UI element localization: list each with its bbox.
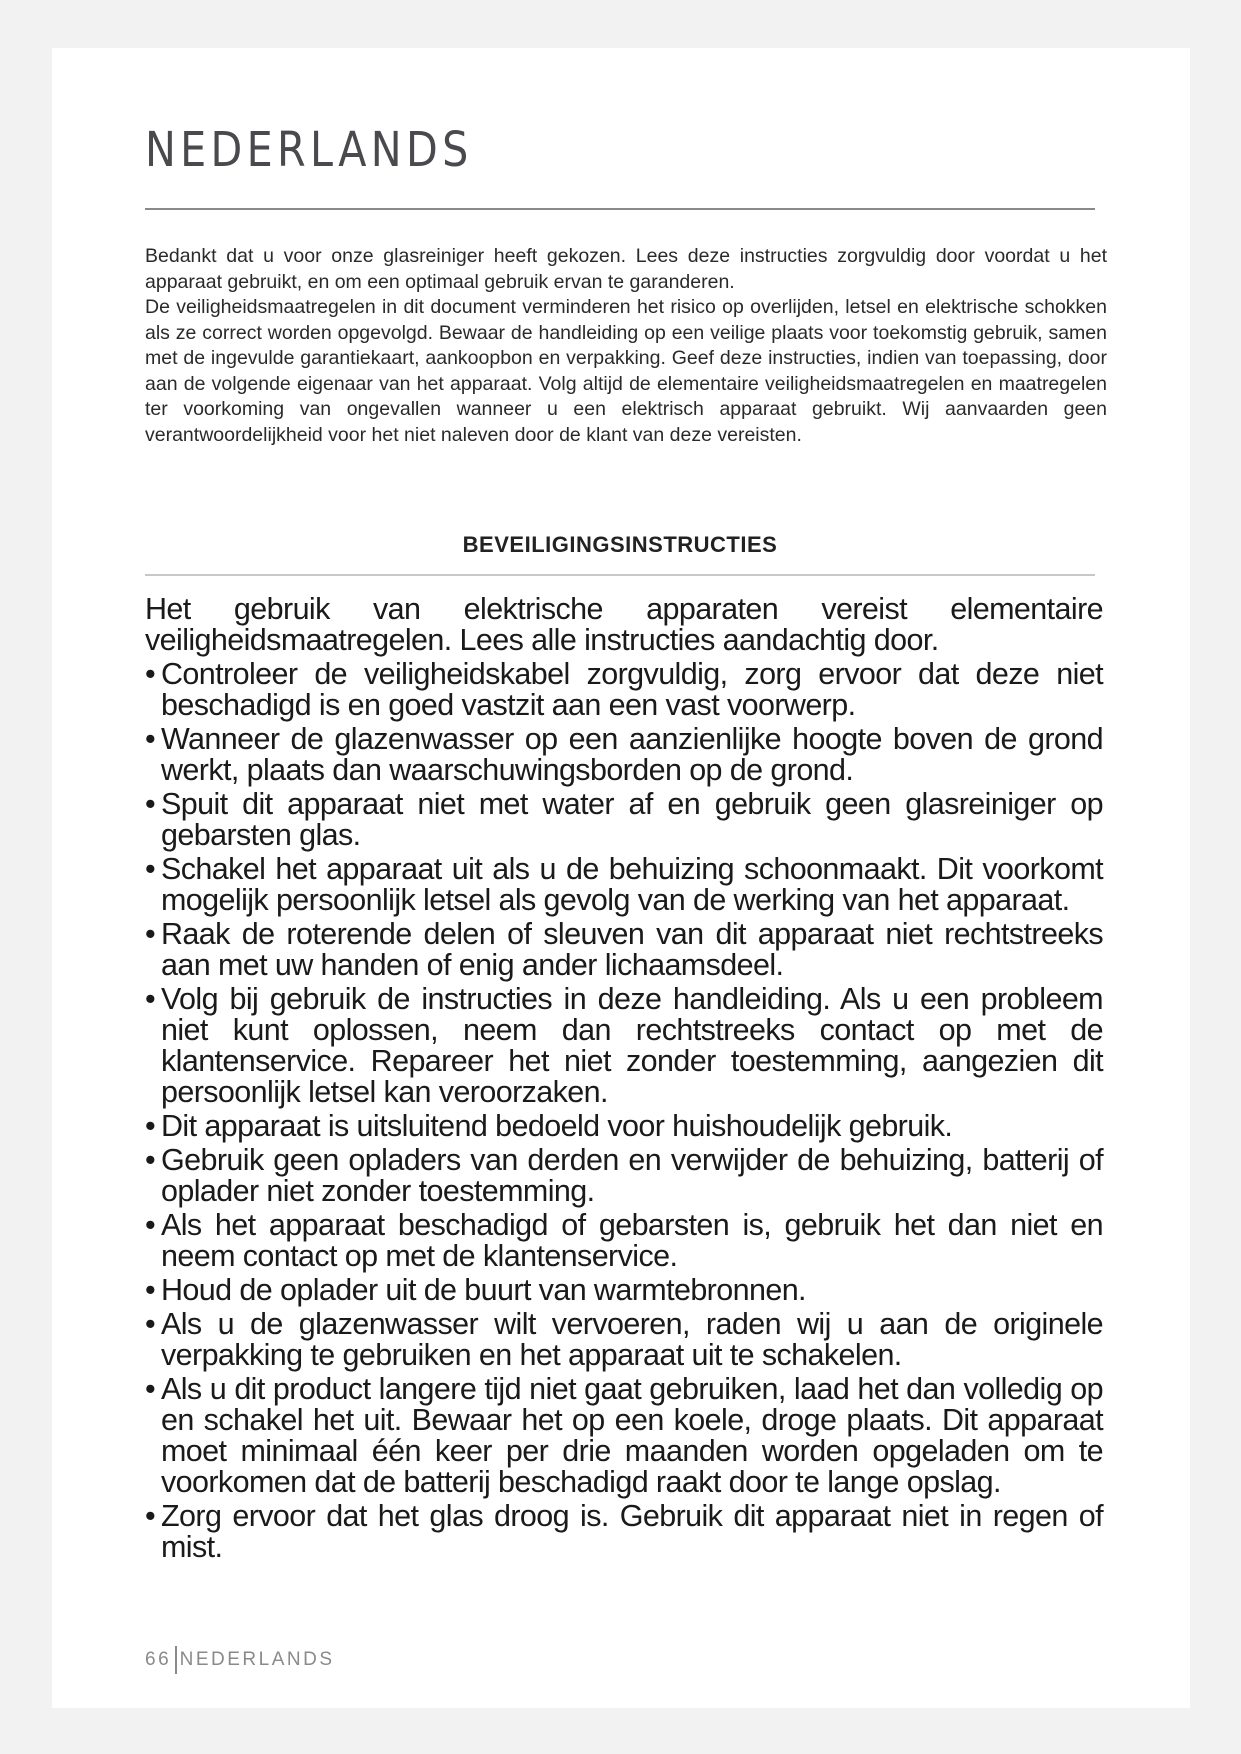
bullet-icon: • (145, 1208, 156, 1242)
list-item-text: Schakel het apparaat uit als u de behuizing schoonmaakt. Dit voorkomt mogelijk persoonlijk letsel als gevolg van de werking van het apparaat. (161, 852, 1103, 917)
list-item (145, 1309, 1103, 1371)
section-divider (145, 574, 1095, 576)
page-title: NEDERLANDS (145, 122, 473, 178)
list-item (145, 659, 1103, 721)
bullet-icon: • (145, 852, 156, 886)
list-item-text: Raak de roterende delen of sleuven van dit apparaat niet rechtstreeks aan met uw handen of enig ander lichaamsdeel. (161, 917, 1103, 982)
list-item (145, 789, 1103, 851)
bullet-icon: • (145, 722, 156, 756)
bullet-icon: • (145, 1372, 156, 1406)
list-item (145, 1275, 1103, 1306)
list-item-text: Spuit dit apparaat niet met water af en gebruik geen glasreiniger op gebarsten glas. (161, 787, 1103, 852)
list-item-text: Houd de oplader uit de buurt van warmtebronnen. (161, 1273, 806, 1307)
title-divider (145, 208, 1095, 210)
bullet-icon: • (145, 1307, 156, 1341)
list-item (145, 854, 1103, 916)
section-heading: BEVEILIGINGSINSTRUCTIES (462, 532, 778, 557)
page-number: 66 (145, 1649, 172, 1670)
list-item (145, 984, 1103, 1108)
bullet-icon: • (145, 787, 156, 821)
intro-section (145, 244, 1107, 448)
list-item (145, 1145, 1103, 1207)
page-footer (145, 1646, 335, 1674)
list-item-text: Als u dit product langere tijd niet gaat gebruiken, laad het dan volledig op en schakel het uit. Bewaar het op een koele, droge plaats. Dit apparaat moet minimaal één keer per drie maanden worden opgeladen om te voorkomen dat de batterij beschadigd raakt door te lange opslag. (161, 1372, 1103, 1499)
bullet-icon: • (145, 982, 156, 1016)
intro-paragraph-2: De veiligheidsmaatregelen in dit document verminderen het risico op overlijden, letsel en elektrische schokken als ze correct worden opgevolgd. Bewaar de handleiding op een veilige plaats voor toekomstig gebruik, samen met de ingevulde garantiekaart, aankoopbon en verpakking. Geef deze instructies, indien van toepassing, door aan de volgende eigenaar van het apparaat. Volg altijd de elementaire veiligheidsmaatregelen en maatregelen ter voorkoming van ongevallen wanneer u een elektrisch apparaat gebruikt. Wij aanvaarden geen verantwoordelijkheid voor het niet naleven door de klant van deze vereisten. (145, 296, 1107, 446)
safety-lead: Het gebruik van elektrische apparaten vereist elementaire veiligheidsmaatregelen. Lees alle instructies aandachtig door. (145, 592, 1103, 657)
list-item (145, 919, 1103, 981)
list-item-text: Als het apparaat beschadigd of gebarsten is, gebruik het dan niet en neem contact op met de klantenservice. (161, 1208, 1103, 1273)
list-item-text: Als u de glazenwasser wilt vervoeren, raden wij u aan de originele verpakking te gebruiken en het apparaat uit te schakelen. (161, 1307, 1103, 1372)
list-item-text: Volg bij gebruik de instructies in deze handleiding. Als u een probleem niet kunt oplossen, neem dan rechtstreeks contact op met de klantenservice. Repareer het niet zonder toestemming, aangezien dit persoonlijk letsel kan veroorzaken. (161, 982, 1103, 1109)
bullet-icon: • (145, 917, 156, 951)
list-item (145, 1374, 1103, 1498)
bullet-icon: • (145, 1499, 156, 1533)
list-item (145, 1210, 1103, 1272)
bullet-icon: • (145, 657, 156, 691)
list-item-text: Gebruik geen opladers van derden en verwijder de behuizing, batterij of oplader niet zonder toestemming. (161, 1143, 1103, 1208)
intro-paragraph-1: Bedankt dat u voor onze glasreiniger heeft gekozen. Lees deze instructies zorgvuldig door voordat u het apparaat gebruikt, en om een optimaal gebruik ervan te garanderen. (145, 245, 1107, 293)
safety-list (145, 659, 1103, 1563)
list-item (145, 1501, 1103, 1563)
footer-separator (175, 1646, 177, 1674)
footer-section-label: NEDERLANDS (179, 1649, 335, 1670)
list-item-text: Dit apparaat is uitsluitend bedoeld voor huishoudelijk gebruik. (161, 1109, 953, 1143)
list-item-text: Controleer de veiligheidskabel zorgvuldig, zorg ervoor dat deze niet beschadigd is en goed vastzit aan een vast voorwerp. (161, 657, 1103, 722)
safety-instructions (145, 594, 1103, 1566)
list-item (145, 724, 1103, 786)
bullet-icon: • (145, 1109, 156, 1143)
bullet-icon: • (145, 1143, 156, 1177)
list-item-text: Zorg ervoor dat het glas droog is. Gebruik dit apparaat niet in regen of mist. (161, 1499, 1103, 1564)
list-item-text: Wanneer de glazenwasser op een aanzienlijke hoogte boven de grond werkt, plaats dan waarschuwingsborden op de grond. (161, 722, 1103, 787)
list-item (145, 1111, 1103, 1142)
bullet-icon: • (145, 1273, 156, 1307)
